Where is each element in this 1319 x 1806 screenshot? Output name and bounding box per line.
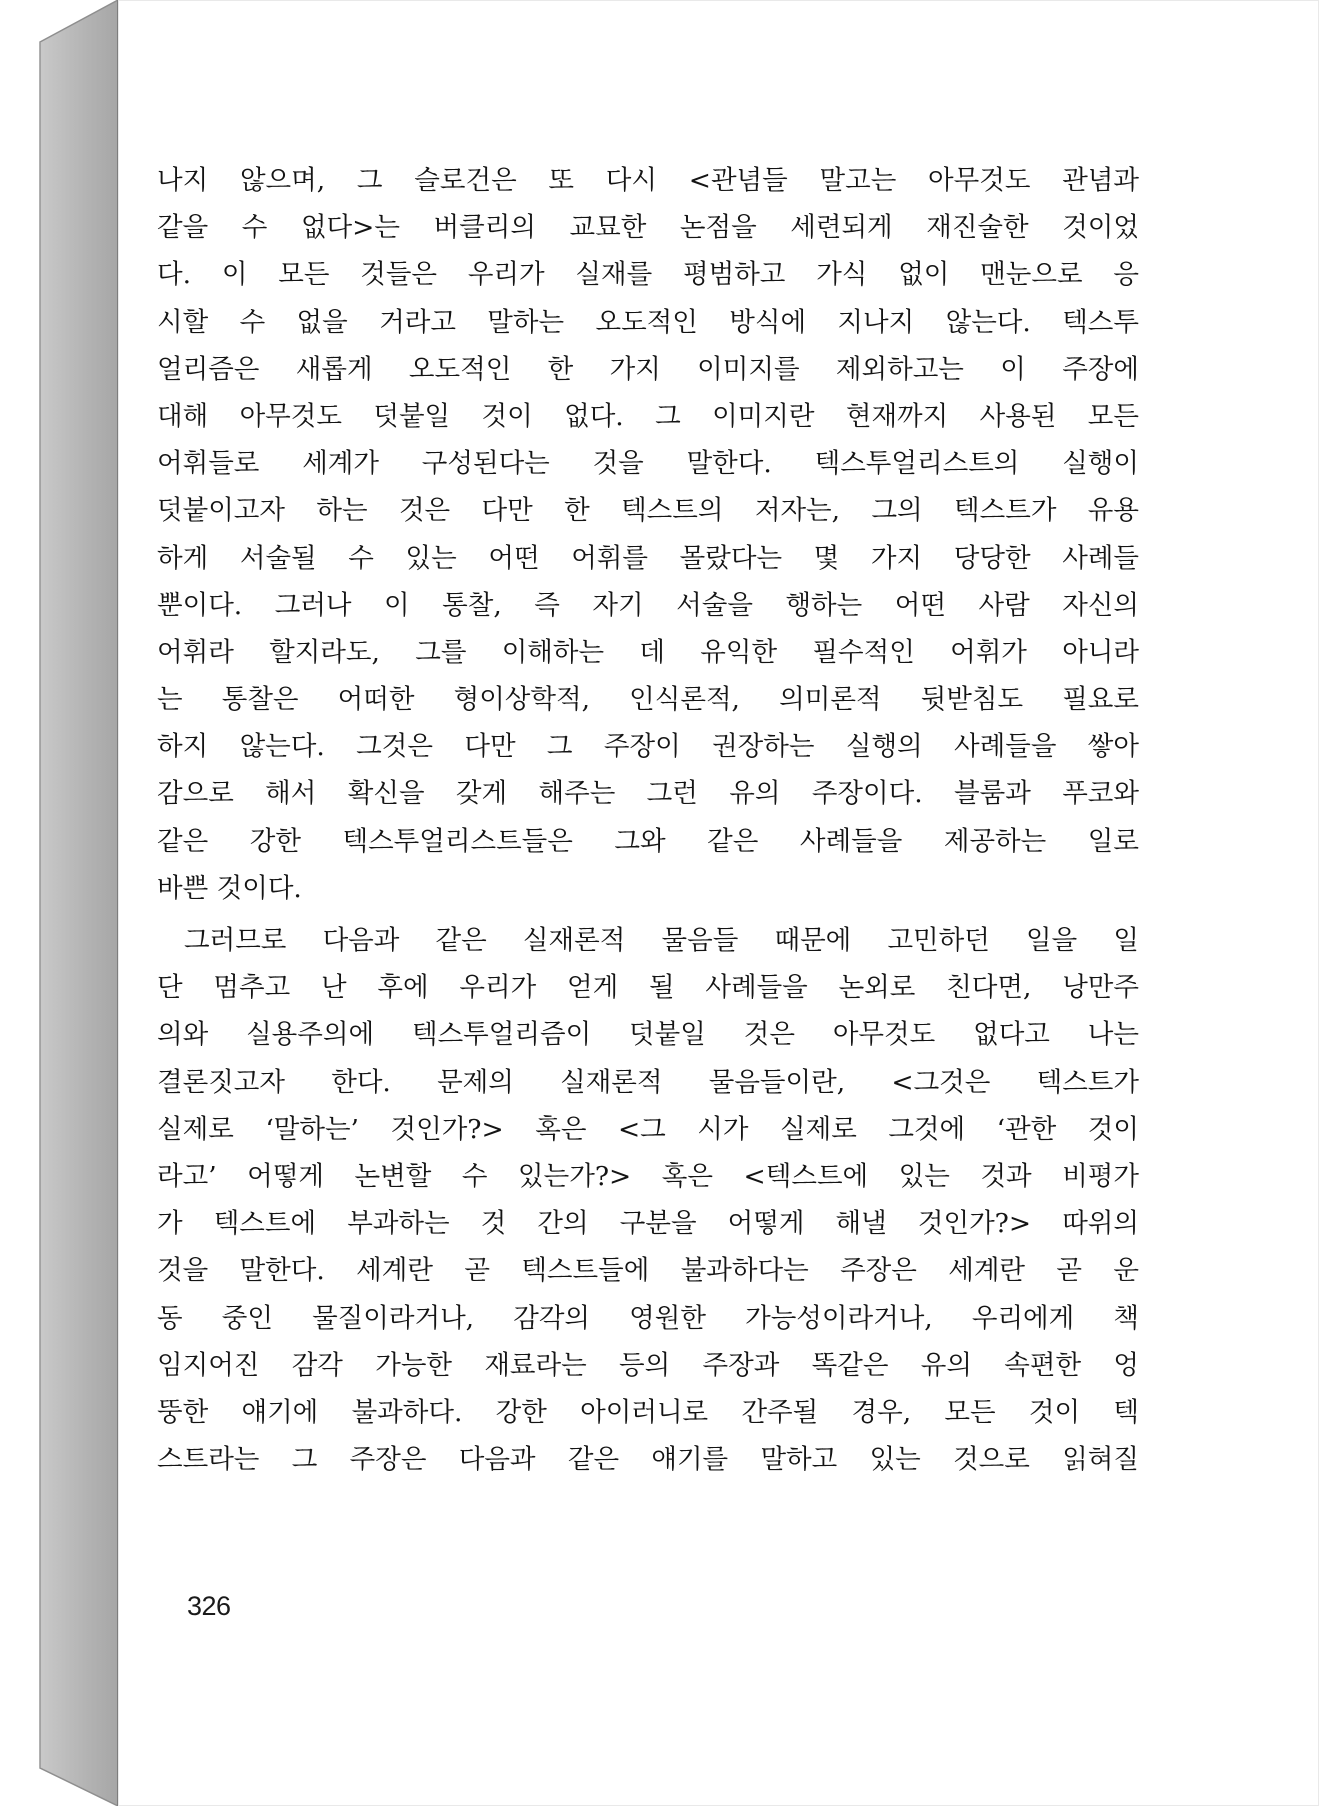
text-line: 임지어진 감각 가능한 재료라는 등의 주장과 똑같은 유의 속편한 엉 xyxy=(157,1349,1139,1381)
text-line: 어휘들로 세계가 구성된다는 것을 말한다. 텍스투얼리스트의 실행이 xyxy=(157,448,1139,480)
text-line: 어휘라 할지라도, 그를 이해하는 데 유익한 필수적인 어휘가 아니라 xyxy=(157,636,1139,668)
text-line: 단 멈추고 난 후에 우리가 얻게 될 사례들을 논외로 친다면, 낭만주 xyxy=(157,972,1139,1004)
text-line: 가 텍스트에 부과하는 것 간의 구분을 어떻게 해낼 것인가?> 따위의 xyxy=(157,1208,1139,1240)
text-line: 바쁜 것이다. xyxy=(157,872,302,904)
text-line: 라고’ 어떻게 논변할 수 있는가?> 혹은 <텍스트에 있는 것과 비평가 xyxy=(157,1160,1139,1192)
text-line: 뚱한 얘기에 불과하다. 강한 아이러니로 간주될 경우, 모든 것이 텍 xyxy=(157,1396,1139,1428)
text-line: 의와 실용주의에 텍스투얼리즘이 덧붙일 것은 아무것도 없다고 나는 xyxy=(157,1019,1139,1051)
text-line: 것을 말한다. 세계란 곧 텍스트들에 불과하다는 주장은 세계란 곧 운 xyxy=(157,1255,1139,1287)
text-line: 같을 수 없다>는 버클리의 교묘한 논점을 세련되게 재진술한 것이었 xyxy=(157,212,1139,244)
text-line: 같은 강한 텍스투얼리스트들은 그와 같은 사례들을 제공하는 일로 xyxy=(157,825,1139,857)
text-line: 대해 아무것도 덧붙일 것이 없다. 그 이미지란 현재까지 사용된 모든 xyxy=(157,400,1139,432)
text-line: 스트라는 그 주장은 다음과 같은 얘기를 말하고 있는 것으로 읽혀질 xyxy=(157,1444,1139,1476)
text-line: 얼리즘은 새롭게 오도적인 한 가지 이미지를 제외하고는 이 주장에 xyxy=(157,353,1139,385)
text-line: 다. 이 모든 것들은 우리가 실재를 평범하고 가식 없이 맨눈으로 응 xyxy=(157,259,1139,291)
text-line: 그러므로 다음과 같은 실재론적 물음들 때문에 고민하던 일을 일 xyxy=(184,925,1139,956)
text-line: 시할 수 없을 거라고 말하는 오도적인 방식에 지나지 않는다. 텍스투 xyxy=(157,306,1139,338)
text-line: 동 중인 물질이라거나, 감각의 영원한 가능성이라거나, 우리에게 책 xyxy=(157,1302,1139,1334)
text-line: 결론짓고자 한다. 문제의 실재론적 물음들이란, <그것은 텍스트가 xyxy=(157,1066,1139,1098)
text-line: 하게 서술될 수 있는 어떤 어휘를 몰랐다는 몇 가지 당당한 사례들 xyxy=(157,542,1139,574)
text-line: 덧붙이고자 하는 것은 다만 한 텍스트의 저자는, 그의 텍스트가 유용 xyxy=(157,495,1139,527)
text-line: 뿐이다. 그러나 이 통찰, 즉 자기 서술을 행하는 어떤 사람 자신의 xyxy=(157,589,1139,621)
page-number: 326 xyxy=(187,1591,231,1621)
paragraph-2 xyxy=(157,917,1139,1483)
text-line: 나지 않으며, 그 슬로건은 또 다시 <관념들 말고는 아무것도 관념과 xyxy=(157,165,1139,196)
text-line: 하지 않는다. 그것은 다만 그 주장이 권장하는 실행의 사례들을 쌓아 xyxy=(157,731,1139,763)
paragraph-1 xyxy=(157,157,1139,912)
page-body-text xyxy=(157,157,1139,1483)
text-line: 는 통찰은 어떠한 형이상학적, 인식론적, 의미론적 뒷받침도 필요로 xyxy=(157,684,1139,716)
text-line: 실제로 ‘말하는’ 것인가?> 혹은 <그 시가 실제로 그것에 ‘관한 것이 xyxy=(157,1113,1139,1145)
text-line: 감으로 해서 확신을 갖게 해주는 그런 유의 주장이다. 블룸과 푸코와 xyxy=(157,778,1139,810)
